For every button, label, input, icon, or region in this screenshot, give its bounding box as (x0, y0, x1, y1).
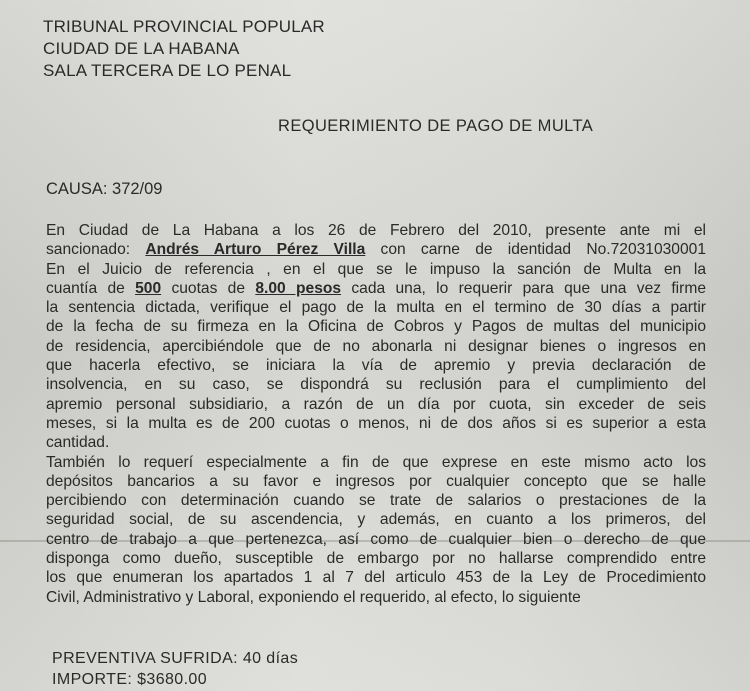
document-body (46, 221, 706, 607)
cuotas-count: 500 (135, 279, 162, 297)
body-line: cantidad. (46, 434, 110, 452)
body-line: de la fecha de su firmeza en la Oficina de Cobros y Pagos de multas del municipio (46, 318, 706, 336)
fine-amount: IMPORTE: $3680.00 (52, 671, 208, 688)
document-title: REQUERIMIENTO DE PAGO DE MULTA (278, 117, 594, 135)
body-text: con carne de identidad No.72031030001 (365, 241, 706, 259)
body-line: Civil, Administrativo y Laboral, exponiendo el requerido, al efecto, lo siguiente (46, 588, 581, 606)
body-line: También lo requerí especialmente a fin de que exprese en este mismo acto los (46, 453, 706, 471)
court-name: TRIBUNAL PROVINCIAL POPULAR (43, 17, 325, 36)
body-text: cada una, lo requerir para que una vez firme (341, 279, 706, 297)
court-chamber: SALA TERCERA DE LO PENAL (43, 61, 292, 80)
body-text: cuantía de (46, 279, 136, 297)
body-line: apremio personal subsidiario, a razón de un día por cuota, sin exceder de seis (46, 395, 706, 413)
body-line: En el Juicio de referencia , en el que se le impuso la sanción de Multa en la (46, 260, 706, 278)
court-city: CIUDAD DE LA HABANA (43, 39, 240, 58)
body-line (46, 240, 706, 259)
body-line (46, 279, 706, 298)
body-line: centro de trabajo a que pertenezca, así como de cualquier bien o derecho de que (46, 530, 706, 548)
body-line: En Ciudad de La Habana a los 26 de Febrero del 2010, presente ante mi el (46, 222, 706, 239)
body-line: los que enumeran los apartados 1 al 7 del articulo 453 de la Ley de Procedimiento (46, 569, 706, 587)
body-line: que hacerla efectivo, se iniciara la vía de apremio y previa declaración de (46, 357, 706, 375)
preventive-detention: PREVENTIVA SUFRIDA: 40 días (52, 650, 299, 667)
body-line: seguridad social, de su ascendencia, y además, en cuanto a los primeros, del (46, 511, 706, 529)
body-line: disponga como dueño, susceptible de embargo por no hallarse comprendido entre (46, 550, 706, 568)
document-footer (52, 648, 298, 690)
cuota-amount: 8.00 pesos (255, 279, 342, 297)
body-line: de residencia, apercibiéndole que de no abonarla ni designar bienes o ingresos en (46, 337, 706, 355)
body-text: cuotas de (161, 279, 256, 297)
body-line: depósitos bancarios a su favor e ingresos por cualquier concepto que se halle (46, 472, 706, 490)
sanctioned-name: Andrés Arturo Pérez Villa (145, 241, 366, 259)
body-line: percibiendo con determinación cuando se trate de salarios o prestaciones de la (46, 492, 706, 510)
body-line: la sentencia dictada, verifique el pago de la multa en el termino de 30 días a partir (46, 299, 706, 317)
case-number: CAUSA: 372/09 (46, 180, 163, 198)
body-line: meses, si la multa es de 200 cuotas o menos, ni de dos años si es superior a esta (46, 414, 706, 432)
court-header (43, 16, 325, 82)
body-line: insolvencia, en su caso, se dispondrá su reclusión para el cumplimiento del (46, 376, 706, 394)
body-text: sancionado: (46, 241, 146, 259)
